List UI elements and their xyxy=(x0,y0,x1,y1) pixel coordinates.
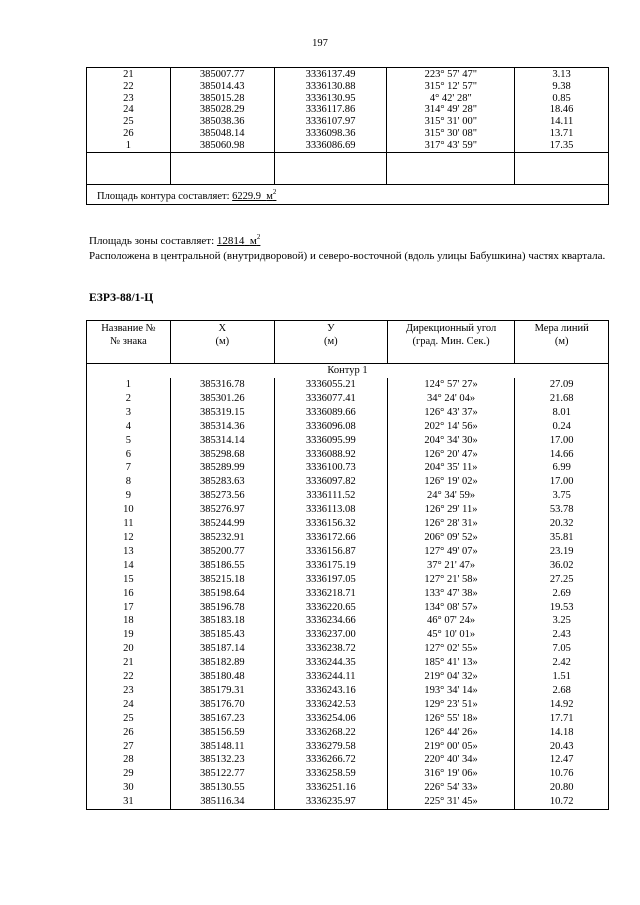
point-number-cell: 2 xyxy=(87,392,171,406)
direction-angle-cell: 46° 07' 24» xyxy=(387,614,515,628)
line-length-cell: 3.25 xyxy=(515,614,609,628)
x-coordinate-cell: 385187.14 xyxy=(170,642,274,656)
point-number-cell: 30 xyxy=(87,781,171,795)
contour-area-value-group xyxy=(232,187,277,202)
table-row xyxy=(87,573,609,587)
table-row xyxy=(87,448,609,462)
page-number: 197 xyxy=(312,38,328,49)
x-coordinate-cell: 385014.43 xyxy=(170,81,274,93)
x-coordinate-cell: 385007.77 xyxy=(170,68,274,81)
line-length-cell: 2.69 xyxy=(515,587,609,601)
table-row xyxy=(87,726,609,740)
direction-angle-cell: 127° 02' 55» xyxy=(387,642,515,656)
direction-angle-cell: 316° 19' 06» xyxy=(387,767,515,781)
table-row xyxy=(87,781,609,795)
point-number-cell: 23 xyxy=(87,684,171,698)
line-length-cell: 12.47 xyxy=(515,753,609,767)
point-number-cell: 12 xyxy=(87,531,171,545)
point-number-cell: 24 xyxy=(87,104,171,116)
x-coordinate-cell: 385301.26 xyxy=(170,392,274,406)
table-row xyxy=(87,406,609,420)
x-coordinate-cell: 385015.28 xyxy=(170,93,274,105)
x-coordinate-cell: 385186.55 xyxy=(170,559,274,573)
y-coordinate-cell: 3336254.06 xyxy=(274,712,387,726)
direction-angle-cell: 193° 34' 14» xyxy=(387,684,515,698)
y-coordinate-cell: 3336268.22 xyxy=(274,726,387,740)
y-coordinate-cell: 3336172.66 xyxy=(274,531,387,545)
x-coordinate-cell: 385244.99 xyxy=(170,517,274,531)
line-length-cell: 0.24 xyxy=(515,420,609,434)
direction-angle-cell: 126° 43' 37» xyxy=(387,406,515,420)
point-number-cell: 7 xyxy=(87,461,171,475)
zone-area xyxy=(89,233,260,247)
y-coordinate-cell: 3336111.52 xyxy=(274,489,387,503)
line-length-cell: 2.68 xyxy=(515,684,609,698)
x-coordinate-cell: 385215.18 xyxy=(170,573,274,587)
y-coordinate-cell: 3336266.72 xyxy=(274,753,387,767)
x-coordinate-cell: 385048.14 xyxy=(170,128,274,140)
line-length-cell: 35.81 xyxy=(515,531,609,545)
line-length-cell: 27.25 xyxy=(515,573,609,587)
contour-area-exponent: 2 xyxy=(272,187,277,196)
x-coordinate-cell: 385200.77 xyxy=(170,545,274,559)
point-number-cell: 21 xyxy=(87,68,171,81)
x-coordinate-cell: 385232.91 xyxy=(170,531,274,545)
direction-angle-cell: 126° 29' 11» xyxy=(387,503,515,517)
y-coordinate-cell: 3336107.97 xyxy=(274,116,387,128)
table-row xyxy=(87,93,609,105)
table-row xyxy=(87,503,609,517)
table-row xyxy=(87,712,609,726)
table-row xyxy=(87,684,609,698)
x-coordinate-cell: 385196.78 xyxy=(170,601,274,615)
table-row xyxy=(87,628,609,642)
table-row xyxy=(87,753,609,767)
contour-area-unit: м xyxy=(266,190,273,202)
x-coordinate-cell: 385183.18 xyxy=(170,614,274,628)
line-length-cell: 9.38 xyxy=(515,81,609,93)
line-length-cell: 17.00 xyxy=(515,475,609,489)
line-length-cell: 23.19 xyxy=(515,545,609,559)
x-coordinate-cell: 385276.97 xyxy=(170,503,274,517)
y-coordinate-cell: 3336234.66 xyxy=(274,614,387,628)
x-coordinate-cell: 385038.36 xyxy=(170,116,274,128)
line-length-cell: 53.78 xyxy=(515,503,609,517)
direction-angle-cell: 206° 09' 52» xyxy=(387,531,515,545)
header-point-name: Название №№ знака xyxy=(87,321,171,364)
direction-angle-cell: 4° 42' 28" xyxy=(387,93,515,105)
table-row xyxy=(87,140,609,152)
point-number-cell: 27 xyxy=(87,740,171,754)
point-number-cell: 29 xyxy=(87,767,171,781)
y-coordinate-cell: 3336130.88 xyxy=(274,81,387,93)
point-number-cell: 19 xyxy=(87,628,171,642)
direction-angle-cell: 126° 20' 47» xyxy=(387,448,515,462)
table-row xyxy=(87,475,609,489)
line-length-cell: 17.71 xyxy=(515,712,609,726)
y-coordinate-cell: 3336095.99 xyxy=(274,434,387,448)
table-row xyxy=(87,559,609,573)
line-length-cell: 7.05 xyxy=(515,642,609,656)
y-coordinate-cell: 3336088.92 xyxy=(274,448,387,462)
point-number-cell: 10 xyxy=(87,503,171,517)
contour-area-value: 6229.9 xyxy=(232,190,262,202)
x-coordinate-cell: 385283.63 xyxy=(170,475,274,489)
direction-angle-cell: 127° 21' 58» xyxy=(387,573,515,587)
line-length-cell: 20.32 xyxy=(515,517,609,531)
y-coordinate-cell: 3336251.16 xyxy=(274,781,387,795)
point-number-cell: 26 xyxy=(87,726,171,740)
line-length-cell: 36.02 xyxy=(515,559,609,573)
x-coordinate-cell: 385185.43 xyxy=(170,628,274,642)
y-coordinate-cell: 3336100.73 xyxy=(274,461,387,475)
y-coordinate-cell: 3336258.59 xyxy=(274,767,387,781)
point-number-cell: 16 xyxy=(87,587,171,601)
section-heading: ЕЗРЗ-88/1-Ц xyxy=(89,292,154,304)
table-row xyxy=(87,392,609,406)
y-coordinate-cell: 3336096.08 xyxy=(274,420,387,434)
table-row xyxy=(87,587,609,601)
point-number-cell: 20 xyxy=(87,642,171,656)
location-description: Расположена в центральной (внутридворовой) и северо-восточной (вдоль улицы Бабушкина) частях квартала. xyxy=(89,250,606,262)
point-number-cell: 24 xyxy=(87,698,171,712)
table-spacer-row xyxy=(87,152,609,184)
line-length-cell: 18.46 xyxy=(515,104,609,116)
direction-angle-cell: 127° 49' 07» xyxy=(387,545,515,559)
line-length-cell: 17.00 xyxy=(515,434,609,448)
table-row xyxy=(87,601,609,615)
contour-area-row xyxy=(87,184,609,204)
point-number-cell: 28 xyxy=(87,753,171,767)
table-row xyxy=(87,642,609,656)
x-coordinate-cell: 385198.64 xyxy=(170,587,274,601)
direction-angle-cell: 223° 57' 47" xyxy=(387,68,515,81)
line-length-cell: 2.42 xyxy=(515,656,609,670)
point-number-cell: 25 xyxy=(87,116,171,128)
direction-angle-cell: 204° 34' 30» xyxy=(387,434,515,448)
point-number-cell: 17 xyxy=(87,601,171,615)
table-row xyxy=(87,531,609,545)
line-length-cell: 14.11 xyxy=(515,116,609,128)
y-coordinate-cell: 3336117.86 xyxy=(274,104,387,116)
y-coordinate-cell: 3336130.95 xyxy=(274,93,387,105)
table-row xyxy=(87,545,609,559)
point-number-cell: 22 xyxy=(87,670,171,684)
point-number-cell: 14 xyxy=(87,559,171,573)
contour-label-row xyxy=(87,364,609,379)
y-coordinate-cell: 3336235.97 xyxy=(274,795,387,809)
point-number-cell: 5 xyxy=(87,434,171,448)
point-number-cell: 22 xyxy=(87,81,171,93)
header-line-length: Мера линий (м) xyxy=(515,321,609,364)
table-row xyxy=(87,378,609,392)
table-row xyxy=(87,740,609,754)
x-coordinate-cell: 385179.31 xyxy=(170,684,274,698)
y-coordinate-cell: 3336237.00 xyxy=(274,628,387,642)
direction-angle-cell: 129° 23' 51» xyxy=(387,698,515,712)
line-length-cell: 14.92 xyxy=(515,698,609,712)
direction-angle-cell: 220° 40' 34» xyxy=(387,753,515,767)
x-coordinate-cell: 385167.23 xyxy=(170,712,274,726)
y-coordinate-cell: 3336137.49 xyxy=(274,68,387,81)
x-coordinate-cell: 385028.29 xyxy=(170,104,274,116)
line-length-cell: 13.71 xyxy=(515,128,609,140)
x-coordinate-cell: 385122.77 xyxy=(170,767,274,781)
y-coordinate-cell: 3336238.72 xyxy=(274,642,387,656)
line-length-cell: 14.18 xyxy=(515,726,609,740)
table-row xyxy=(87,434,609,448)
direction-angle-cell: 225° 31' 45» xyxy=(387,795,515,809)
coordinates-table xyxy=(86,320,609,810)
y-coordinate-cell: 3336243.16 xyxy=(274,684,387,698)
line-length-cell: 8.01 xyxy=(515,406,609,420)
x-coordinate-cell: 385130.55 xyxy=(170,781,274,795)
zone-area-exponent: 2 xyxy=(256,233,261,241)
x-coordinate-cell: 385314.36 xyxy=(170,420,274,434)
table-row xyxy=(87,461,609,475)
y-coordinate-cell: 3336244.35 xyxy=(274,656,387,670)
table-row xyxy=(87,68,609,81)
contour-label: Контур 1 xyxy=(87,364,609,379)
line-length-cell: 6.99 xyxy=(515,461,609,475)
line-length-cell: 1.51 xyxy=(515,670,609,684)
direction-angle-cell: 126° 28' 31» xyxy=(387,517,515,531)
line-length-cell: 10.72 xyxy=(515,795,609,809)
line-length-cell: 14.66 xyxy=(515,448,609,462)
line-length-cell: 20.43 xyxy=(515,740,609,754)
y-coordinate-cell: 3336242.53 xyxy=(274,698,387,712)
continuation-coordinates-table xyxy=(86,67,609,205)
point-number-cell: 6 xyxy=(87,448,171,462)
direction-angle-cell: 219° 00' 05» xyxy=(387,740,515,754)
point-number-cell: 4 xyxy=(87,420,171,434)
y-coordinate-cell: 3336098.36 xyxy=(274,128,387,140)
zone-area-unit: м xyxy=(249,235,257,247)
point-number-cell: 1 xyxy=(87,378,171,392)
y-coordinate-cell: 3336175.19 xyxy=(274,559,387,573)
x-coordinate-cell: 385132.23 xyxy=(170,753,274,767)
line-length-cell: 0.85 xyxy=(515,93,609,105)
x-coordinate-cell: 385182.89 xyxy=(170,656,274,670)
y-coordinate-cell: 3336086.69 xyxy=(274,140,387,152)
table-row xyxy=(87,489,609,503)
table-row xyxy=(87,795,609,809)
direction-angle-cell: 204° 35' 11» xyxy=(387,461,515,475)
x-coordinate-cell: 385289.99 xyxy=(170,461,274,475)
direction-angle-cell: 133° 47' 38» xyxy=(387,587,515,601)
table-row xyxy=(87,670,609,684)
point-number-cell: 23 xyxy=(87,93,171,105)
point-number-cell: 8 xyxy=(87,475,171,489)
direction-angle-cell: 134° 08' 57» xyxy=(387,601,515,615)
direction-angle-cell: 24° 34' 59» xyxy=(387,489,515,503)
y-coordinate-cell: 3336089.66 xyxy=(274,406,387,420)
table-row xyxy=(87,81,609,93)
direction-angle-cell: 126° 19' 02» xyxy=(387,475,515,489)
y-coordinate-cell: 3336197.05 xyxy=(274,573,387,587)
line-length-cell: 20.80 xyxy=(515,781,609,795)
direction-angle-cell: 314° 49' 28" xyxy=(387,104,515,116)
direction-angle-cell: 126° 44' 26» xyxy=(387,726,515,740)
point-number-cell: 15 xyxy=(87,573,171,587)
table-row xyxy=(87,517,609,531)
y-coordinate-cell: 3336156.32 xyxy=(274,517,387,531)
table-row xyxy=(87,698,609,712)
direction-angle-cell: 317° 43' 59" xyxy=(387,140,515,152)
point-number-cell: 31 xyxy=(87,795,171,809)
x-coordinate-cell: 385060.98 xyxy=(170,140,274,152)
y-coordinate-cell: 3336055.21 xyxy=(274,378,387,392)
table-header-row xyxy=(87,321,609,364)
y-coordinate-cell: 3336113.08 xyxy=(274,503,387,517)
direction-angle-cell: 219° 04' 32» xyxy=(387,670,515,684)
x-coordinate-cell: 385314.14 xyxy=(170,434,274,448)
line-length-cell: 10.76 xyxy=(515,767,609,781)
point-number-cell: 1 xyxy=(87,140,171,152)
x-coordinate-cell: 385273.56 xyxy=(170,489,274,503)
direction-angle-cell: 202° 14' 56» xyxy=(387,420,515,434)
x-coordinate-cell: 385180.48 xyxy=(170,670,274,684)
direction-angle-cell: 45° 10' 01» xyxy=(387,628,515,642)
line-length-cell: 27.09 xyxy=(515,378,609,392)
point-number-cell: 26 xyxy=(87,128,171,140)
table-row xyxy=(87,614,609,628)
y-coordinate-cell: 3336156.87 xyxy=(274,545,387,559)
table-row xyxy=(87,104,609,116)
direction-angle-cell: 126° 55' 18» xyxy=(387,712,515,726)
table-row xyxy=(87,116,609,128)
point-number-cell: 9 xyxy=(87,489,171,503)
y-coordinate-cell: 3336220.65 xyxy=(274,601,387,615)
line-length-cell: 3.75 xyxy=(515,489,609,503)
direction-angle-cell: 34° 24' 04» xyxy=(387,392,515,406)
line-length-cell: 21.68 xyxy=(515,392,609,406)
y-coordinate-cell: 3336097.82 xyxy=(274,475,387,489)
direction-angle-cell: 315° 31' 00" xyxy=(387,116,515,128)
x-coordinate-cell: 385176.70 xyxy=(170,698,274,712)
x-coordinate-cell: 385148.11 xyxy=(170,740,274,754)
line-length-cell: 17.35 xyxy=(515,140,609,152)
point-number-cell: 11 xyxy=(87,517,171,531)
x-coordinate-cell: 385316.78 xyxy=(170,378,274,392)
point-number-cell: 3 xyxy=(87,406,171,420)
x-coordinate-cell: 385298.68 xyxy=(170,448,274,462)
direction-angle-cell: 315° 30' 08" xyxy=(387,128,515,140)
x-coordinate-cell: 385319.15 xyxy=(170,406,274,420)
line-length-cell: 2.43 xyxy=(515,628,609,642)
zone-area-value: 12814 xyxy=(216,235,245,247)
point-number-cell: 21 xyxy=(87,656,171,670)
table-row xyxy=(87,656,609,670)
table-row xyxy=(87,767,609,781)
contour-area-label: Площадь контура составляет: xyxy=(97,190,230,202)
table-row xyxy=(87,128,609,140)
zone-area-value-group xyxy=(217,235,260,247)
header-direction-angle: Дирекционный угол (град. Мин. Сек.) xyxy=(387,321,515,364)
zone-area-label: Площадь зоны составляет: xyxy=(89,235,215,247)
x-coordinate-cell: 385116.34 xyxy=(170,795,274,809)
direction-angle-cell: 185° 41' 13» xyxy=(387,656,515,670)
point-number-cell: 13 xyxy=(87,545,171,559)
header-y: У (м) xyxy=(274,321,387,364)
line-length-cell: 3.13 xyxy=(515,68,609,81)
y-coordinate-cell: 3336244.11 xyxy=(274,670,387,684)
header-x: Х (м) xyxy=(170,321,274,364)
y-coordinate-cell: 3336279.58 xyxy=(274,740,387,754)
y-coordinate-cell: 3336218.71 xyxy=(274,587,387,601)
line-length-cell: 19.53 xyxy=(515,601,609,615)
direction-angle-cell: 315° 12' 57" xyxy=(387,81,515,93)
direction-angle-cell: 226° 54' 33» xyxy=(387,781,515,795)
point-number-cell: 18 xyxy=(87,614,171,628)
direction-angle-cell: 37° 21' 47» xyxy=(387,559,515,573)
direction-angle-cell: 124° 57' 27» xyxy=(387,378,515,392)
table-row xyxy=(87,420,609,434)
y-coordinate-cell: 3336077.41 xyxy=(274,392,387,406)
x-coordinate-cell: 385156.59 xyxy=(170,726,274,740)
point-number-cell: 25 xyxy=(87,712,171,726)
